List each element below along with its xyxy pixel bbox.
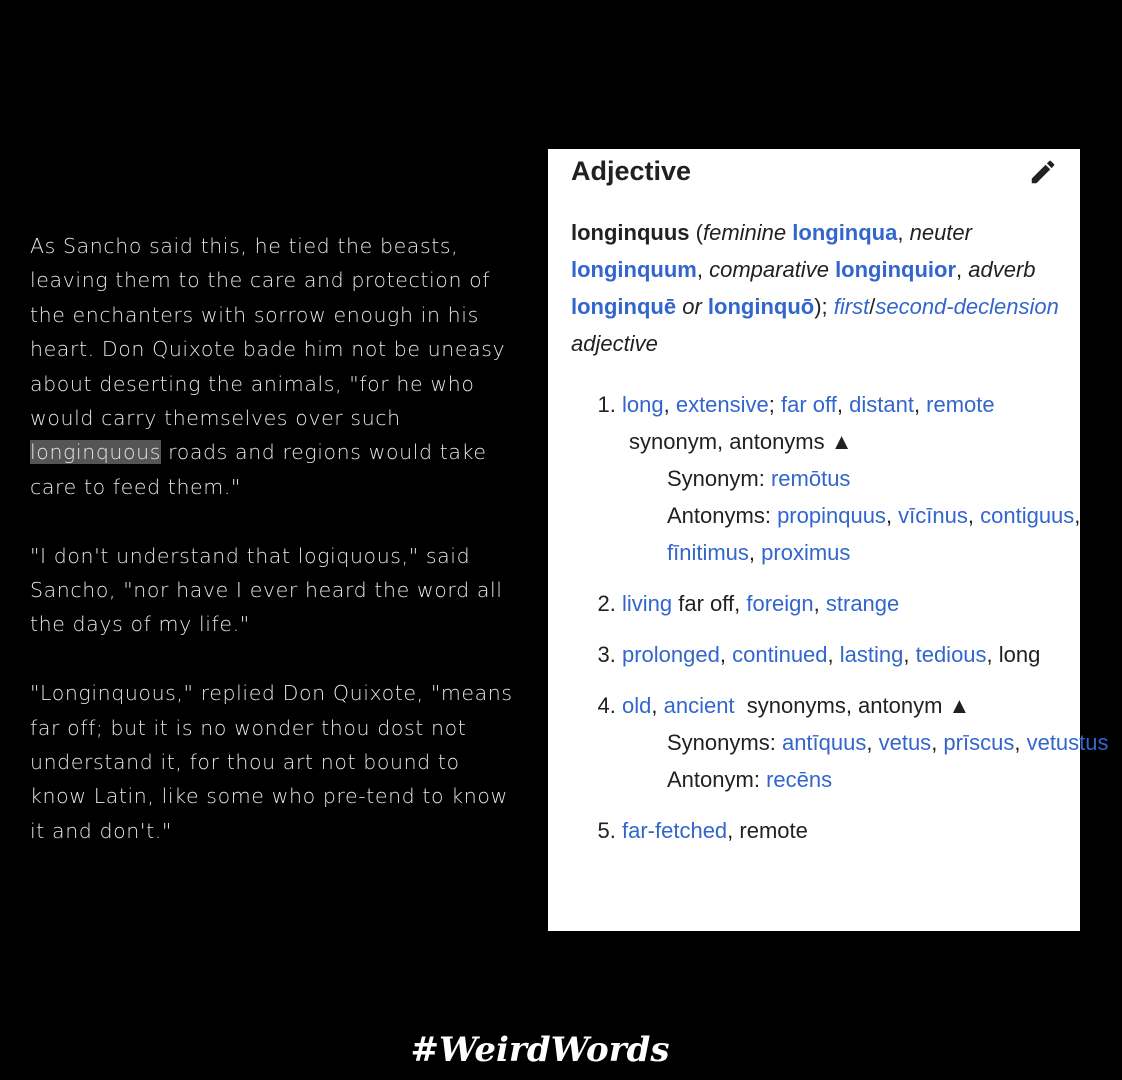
sense-list (571, 386, 1122, 863)
link-adverb-1[interactable]: longinquē (571, 294, 677, 319)
link-feminine[interactable]: longinqua (792, 220, 898, 245)
sense-1: 1. long, extensive; far off, distant, remote synonym, antonyms ▲ Synonym: remōtus Antonyms: propinquus, vīcīnus, contiguus, fīnitimus, proximus (622, 386, 1122, 571)
sense-link[interactable]: living (622, 591, 673, 616)
sense-link[interactable]: far off (781, 392, 837, 417)
pencil-icon[interactable] (1028, 157, 1058, 187)
section-heading: Adjective (571, 156, 692, 186)
story-paragraph-1: As Sancho said this, he tied the beasts, leaving them to the care and protection of the enchanters with sorrow enough in his heart. Don Quixote bade him not be uneasy about deserting the animals, "for he who would carry themselves over such longinquous roads and regions would take care to feed them." (30, 234, 506, 499)
synonym-detail: Synonym: remōtus Antonyms: propinquus, vīcīnus, contiguus, fīnitimus, proximus (667, 466, 1081, 565)
sense-link[interactable]: foreign (746, 591, 814, 616)
sense-link[interactable]: old (622, 693, 652, 718)
sense-link[interactable]: lasting (839, 642, 904, 667)
antonym-link[interactable]: contiguus (980, 503, 1075, 528)
antonym-link[interactable]: fīnitimus (667, 540, 749, 565)
synonym-toggle[interactable]: synonyms, antonym ▲ (746, 693, 971, 718)
highlighted-word: longinquous (30, 440, 162, 465)
hashtag-title: #WeirdWords (410, 1030, 670, 1070)
sense-link[interactable]: ancient (663, 693, 735, 718)
story-paragraph-2: "I don't understand that logiquous," said Sancho, "nor have I ever heard the word all the days of my life." (30, 543, 503, 637)
story-paragraph-3: "Longinquous," replied Don Quixote, "means far off; but it is no wonder thou dost not understand it, for thou art not bound to know Latin, like some who pre-tend to know it and don't." (30, 681, 513, 843)
antonym-link[interactable]: recēns (766, 767, 833, 792)
synonym-link[interactable]: remōtus (770, 466, 851, 491)
sense-4: 4. old, ancient synonyms, antonym ▲ Synonyms: antīquus, vetus, prīscus, vetustus Antonym: recēns (622, 687, 1122, 798)
sense-link[interactable]: strange (825, 591, 900, 616)
sense-link[interactable]: continued (732, 642, 828, 667)
sense-link[interactable]: extensive (675, 392, 769, 417)
antonym-link[interactable]: proximus (761, 540, 851, 565)
link-second-declension[interactable]: second-declension (875, 294, 1059, 319)
sense-2: 2. living far off, foreign, strange (622, 585, 1122, 622)
link-first-declension[interactable]: first (833, 294, 870, 319)
sense-link[interactable]: remote (926, 392, 995, 417)
antonym-link[interactable]: vīcīnus (898, 503, 968, 528)
sense-link[interactable]: prolonged (622, 642, 720, 667)
sense-link[interactable]: far-fetched (622, 818, 728, 843)
dictionary-entry-panel (548, 149, 1109, 931)
synonym-toggle[interactable]: synonym, antonyms ▲ (629, 429, 853, 454)
sense-3: 3. prolonged, continued, lasting, tedious, long (622, 636, 1122, 673)
link-adverb-2[interactable]: longinquō (707, 294, 815, 319)
sense-link[interactable]: distant (849, 392, 914, 417)
link-neuter[interactable]: longinquum (571, 257, 697, 282)
sense-link[interactable]: long (622, 392, 664, 417)
antonym-link[interactable]: propinquus (777, 503, 886, 528)
link-comparative[interactable]: longinquior (835, 257, 957, 282)
synonym-link[interactable]: antīquus (781, 730, 867, 755)
headword: longinquus (571, 220, 690, 245)
sense-5: 5. far-fetched, remote (622, 812, 1122, 849)
synonym-link[interactable]: prīscus (943, 730, 1015, 755)
headword-line: longinquus (feminine longinqua, neuter longinquum, comparative longinquior, adverb longinquē or longinquō); first/second-declension adjective (571, 220, 1059, 356)
synonym-link[interactable]: vetustus (1026, 730, 1109, 755)
story-excerpt (30, 229, 520, 883)
sense-link[interactable]: tedious (915, 642, 987, 667)
synonym-detail: Synonyms: antīquus, vetus, prīscus, vetustus Antonym: recēns (667, 730, 1109, 792)
synonym-link[interactable]: vetus (878, 730, 932, 755)
